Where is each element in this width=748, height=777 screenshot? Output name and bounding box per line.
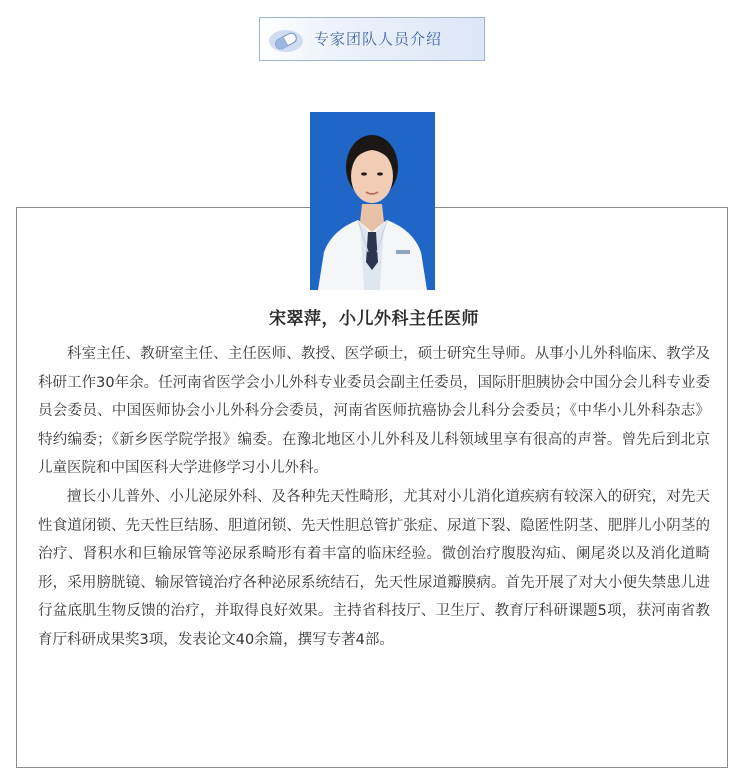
- section-title: 专家团队人员介绍: [314, 30, 443, 48]
- pill-icon: [268, 29, 304, 53]
- doctor-biography: [38, 340, 710, 655]
- doctor-portrait: [310, 112, 435, 290]
- bio-paragraph: 科室主任、教研室主任、主任医师、教授、医学硕士，硕士研究生导师。从事小儿外科临床、教学及科研工作30年余。任河南省医学会小儿外科专业委员会副主任委员，国际肝胆胰协会中国分会儿科专业委员会委员、中国医师协会小儿外科分会委员，河南省医师抗癌协会儿科分会委员；《中华小儿外科杂志》特约编委；《新乡医学院学报》编委。在豫北地区小儿外科及儿科领域里享有很高的声誉。曾先后到北京儿童医院和中国医科大学进修学习小儿外科。: [38, 346, 710, 477]
- bio-paragraph: 擅长小儿普外、小儿泌尿外科、及各种先天性畸形，尤其对小儿消化道疾病有较深入的研究，对先天性食道闭锁、先天性巨结肠、胆道闭锁、先天性胆总管扩张症、尿道下裂、隐匿性阴茎、肥胖儿小阴茎的治疗、肾积水和巨输尿管等泌尿系畸形有着丰富的临床经验。微创治疗腹股沟疝、阑尾炎以及消化道畸形，采用膀胱镜、输尿管镜治疗各种泌尿系统结石，先天性尿道瓣膜病。首先开展了对大小便失禁患儿进行盆底肌生物反馈的治疗，并取得良好效果。主持省科技厅、卫生厅、教育厅科研课题5项，获河南省教育厅科研成果奖3项，发表论文40余篇，撰写专著4部。: [38, 488, 710, 648]
- portrait-image: [310, 112, 435, 290]
- section-header-badge: [259, 17, 485, 61]
- doctor-name-title: 宋翠萍，小儿外科主任医师: [269, 309, 479, 329]
